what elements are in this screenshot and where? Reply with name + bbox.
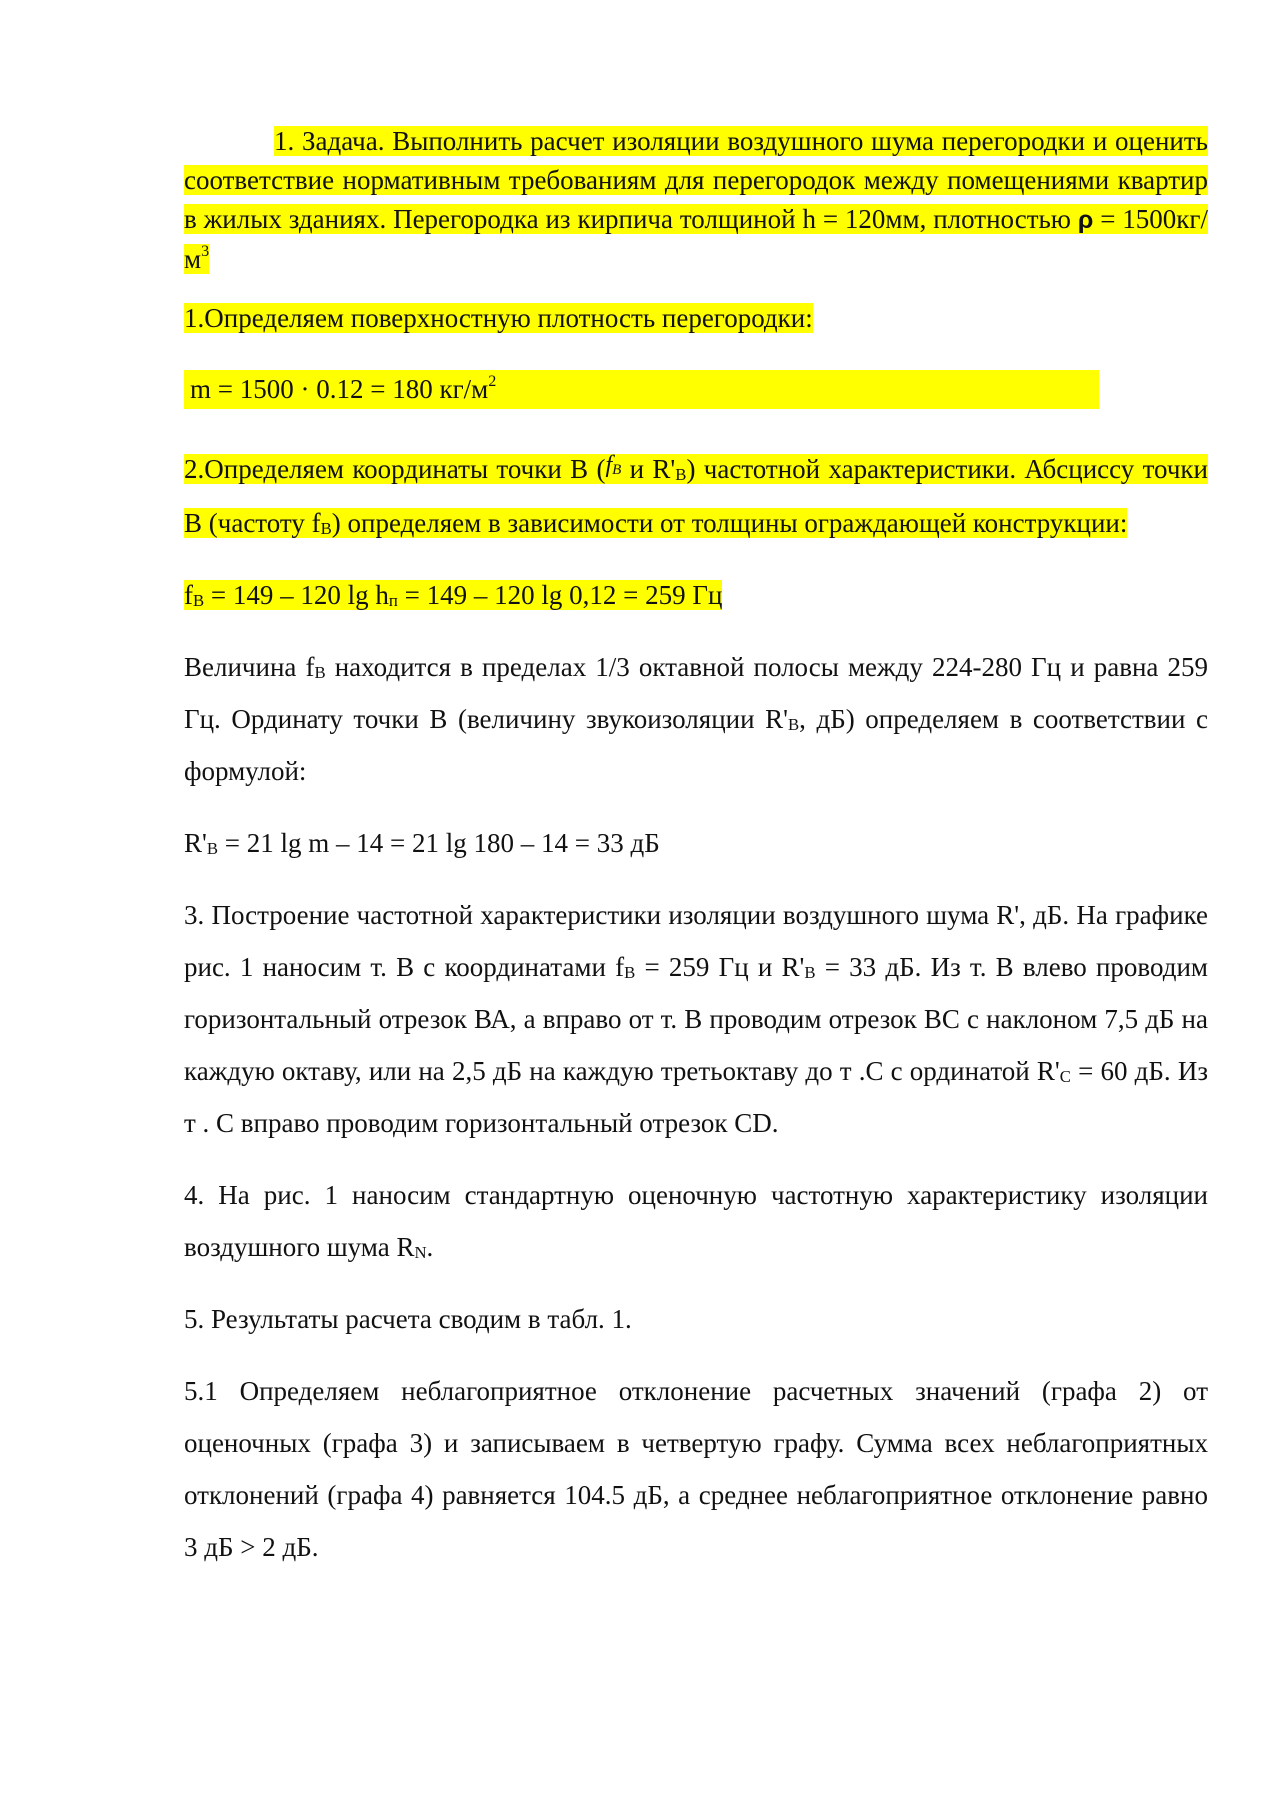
task-statement xyxy=(184,122,1208,279)
subscript: п xyxy=(388,591,398,610)
step1-heading xyxy=(184,299,1208,338)
r-formula-a: R' xyxy=(184,828,207,858)
subscript: B xyxy=(206,839,219,858)
task-text: 1. Задача. Выполнить расчет изоляции воздушного шума перегородки и оценить соответствие нормативным требованиям для перегородок между помещениями квартир в жилых зданиях. Перегородка из кирпича толщиной h = 120мм, плотностью xyxy=(184,126,1208,234)
superscript: 2 xyxy=(488,371,497,390)
value-text-a: Величина f xyxy=(184,652,315,682)
step3-text-a: 3. Построение частотной характеристики изоляции воздушного шума R', дБ. На графике рис. 1 наносим т. В с координатами f xyxy=(184,900,1208,982)
step5-1-text: 5.1 Определяем неблагоприятное отклонение расчетных значений (графа 2) от оценочных (графа 3) и записываем в четвертую графу. Сумма всех неблагоприятных отклонений (графа 4) равняется 104.5 дБ, а среднее неблагоприятное отклонение равно 3 дБ > 2 дБ. xyxy=(184,1376,1208,1562)
r-formula-b: = 21 lg m – 14 = 21 lg 180 – 14 = 33 дБ xyxy=(218,828,660,858)
value-text-b: находится в пределах 1/3 октавной полосы между 224-280 Гц и равна 259 Гц. Ординату точки В (величину звукоизоляции R' xyxy=(184,652,1208,734)
step3-text-d: = 60 дБ. Из т . С вправо проводим горизонтальный отрезок CD. xyxy=(184,1056,1208,1138)
step1-formula xyxy=(184,370,1208,409)
subscript: B xyxy=(675,465,687,484)
rho-symbol: ρ xyxy=(1077,206,1094,234)
step3-text-c: = 33 дБ. Из т. В влево проводим горизонтальный отрезок ВА, а вправо от т. В проводим отрезок ВС с наклоном 7,5 дБ на каждую октаву, или на 2,5 дБ на каждую третьоктаву до т .С с ординатой R' xyxy=(184,952,1208,1086)
value-text-c: , дБ) определяем в соответствии с формулой: xyxy=(184,704,1208,786)
task-highlight xyxy=(184,126,1208,274)
step5-paragraph xyxy=(184,1293,1208,1345)
step1-formula-highlight xyxy=(184,370,1099,409)
value-paragraph xyxy=(184,641,1208,797)
task-density-text: = 1500кг/м xyxy=(184,204,1209,274)
step2-highlight xyxy=(184,454,1208,538)
step3-text-b: = 259 Гц и R' xyxy=(635,952,805,982)
subscript: B xyxy=(804,963,816,982)
step2-paragraph xyxy=(184,443,1208,549)
subscript: B xyxy=(320,519,332,538)
fb-formula-symbol xyxy=(605,452,621,478)
step1-heading-text: 1.Определяем поверхностную плотность перегородки: xyxy=(184,303,813,333)
subscript: C xyxy=(1059,1067,1071,1086)
step2-text-a: 2.Определяем координаты точки В ( xyxy=(184,454,606,484)
fb-formula-line xyxy=(184,569,1208,621)
step2-text-c: ) частотной характеристики. Абсциссу точки В (частоту f xyxy=(184,454,1209,538)
r-formula-line xyxy=(184,817,1208,869)
fb-letter: f xyxy=(605,452,613,478)
formula-f: f xyxy=(184,580,193,610)
step2-text-b: и R' xyxy=(621,454,676,484)
document-page xyxy=(184,122,1208,1573)
formula-end: = 149 – 120 lg 0,12 = 259 Гц xyxy=(397,580,723,610)
fb-formula-highlight xyxy=(184,580,722,610)
step5-text: 5. Результаты расчета сводим в табл. 1. xyxy=(184,1304,632,1334)
subscript: B xyxy=(787,715,800,734)
step2-text-d: ) определяем в зависимости от толщины ограждающей конструкции: xyxy=(331,508,1128,538)
step4-text-b: . xyxy=(426,1232,434,1262)
step5-1-paragraph xyxy=(184,1365,1208,1573)
superscript: 3 xyxy=(201,241,210,260)
formula-mid: = 149 – 120 lg h xyxy=(204,580,389,610)
subscript: B xyxy=(624,963,636,982)
subscript: N xyxy=(414,1243,427,1262)
step4-paragraph xyxy=(184,1169,1208,1273)
subscript: B xyxy=(314,663,326,682)
step4-text-a: 4. На рис. 1 наносим стандартную оценочную частотную характеристику изоляции воздушного шума R xyxy=(184,1180,1208,1262)
subscript: B xyxy=(193,591,205,610)
step3-paragraph xyxy=(184,889,1208,1149)
surface-density-formula: m = 1500 · 0.12 = 180 кг/м xyxy=(190,374,489,404)
subscript: B xyxy=(612,461,622,478)
